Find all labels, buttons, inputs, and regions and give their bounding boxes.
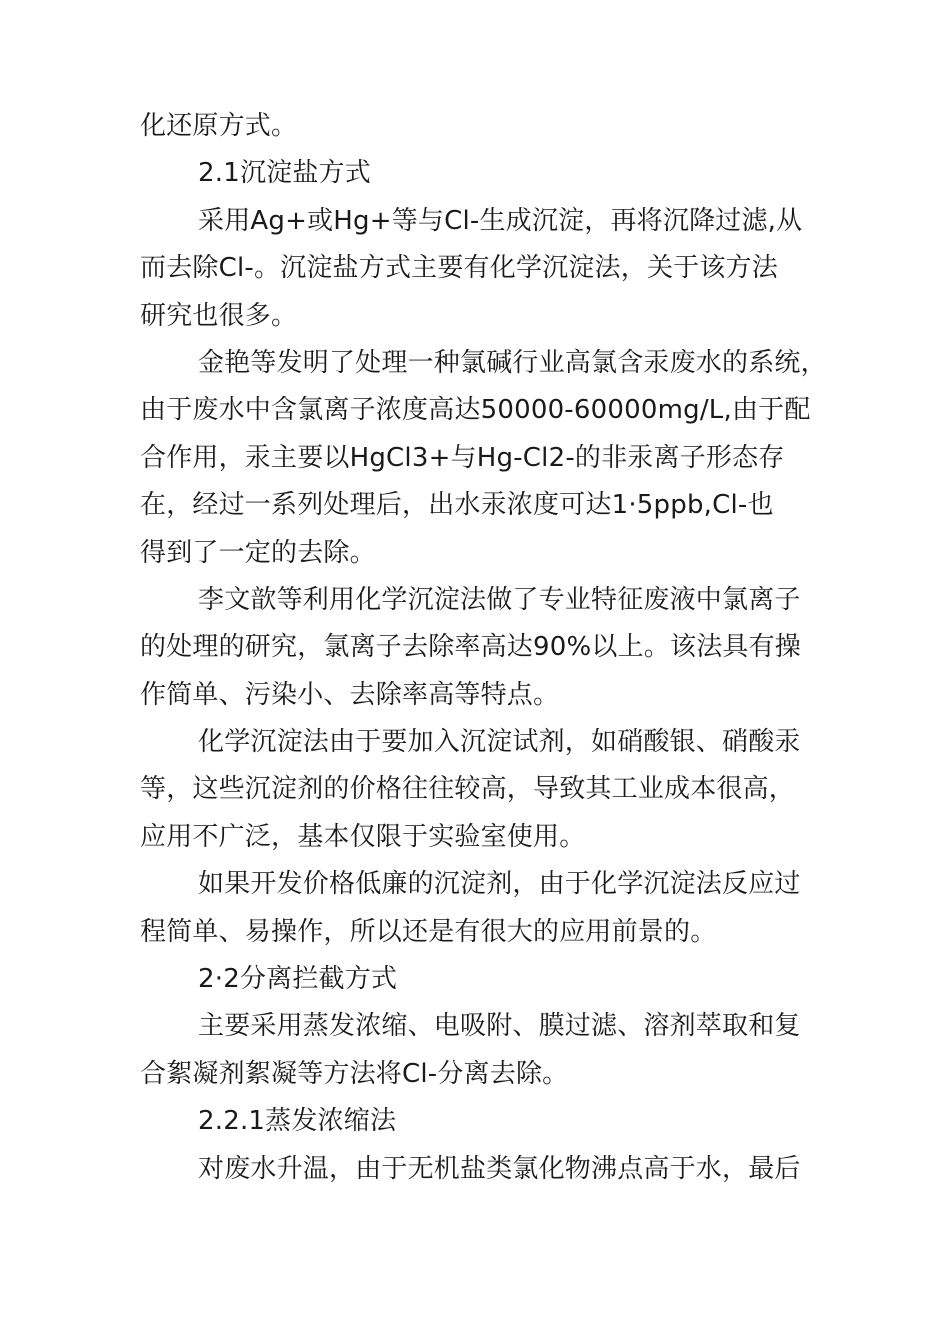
text-line: 得到了一定的去除。 [140, 537, 376, 568]
text-line: 对废水升温，由于无机盐类氯化物沸点高于水，最后 [198, 1153, 801, 1184]
text-line: 化还原方式。 [140, 111, 298, 141]
section-heading: 2·2分离拦截方式 [198, 964, 398, 995]
section-heading: 2.1沉淀盐方式 [198, 158, 371, 189]
section-heading: 2.2.1蒸发浓缩法 [198, 1106, 397, 1137]
text-line: 的处理的研究，氯离子去除率高达90%以上。该法具有操 [140, 632, 801, 663]
text-line: 在，经过一系列处理后，出水汞浓度可达1·5ppb,Cl-也 [140, 490, 774, 521]
text-line: 如果开发价格低廉的沉淀剂，由于化学沉淀法反应过 [198, 869, 801, 900]
text-line: 采用Ag+或Hg+等与Cl-生成沉淀，再将沉降过滤,从 [198, 205, 803, 236]
text-line: 化学沉淀法由于要加入沉淀试剂，如硝酸银、硝酸汞 [198, 727, 801, 758]
text-line: 而去除Cl-。沉淀盐方式主要有化学沉淀法，关于该方法 [140, 253, 778, 284]
text-line: 李文歆等利用化学沉淀法做了专业特征废液中氯离子 [198, 584, 801, 615]
text-line: 程简单、易操作，所以还是有很大的应用前景的。 [140, 916, 717, 947]
text-line: 合絮凝剂絮凝等方法将Cl-分离去除。 [140, 1058, 569, 1089]
text-line: 应用不广泛，基本仅限于实验室使用。 [140, 821, 586, 852]
text-line: 研究也很多。 [140, 300, 298, 331]
text-line: 金艳等发明了处理一种氯碱行业高氯含汞废水的系统， [198, 347, 827, 378]
text-line: 主要采用蒸发浓缩、电吸附、膜过滤、溶剂萃取和复 [198, 1011, 801, 1042]
text-line: 由于废水中含氯离子浓度高达50000-60000mg/L,由于配 [140, 395, 811, 426]
document-body [140, 103, 830, 1193]
text-line: 等，这些沉淀剂的价格往往较高，导致其工业成本很高， [140, 774, 796, 805]
text-line: 作简单、污染小、去除率高等特点。 [140, 679, 560, 710]
text-line: 合作用，汞主要以HgCl3+与Hg-Cl2-的非汞离子形态存 [140, 442, 785, 473]
